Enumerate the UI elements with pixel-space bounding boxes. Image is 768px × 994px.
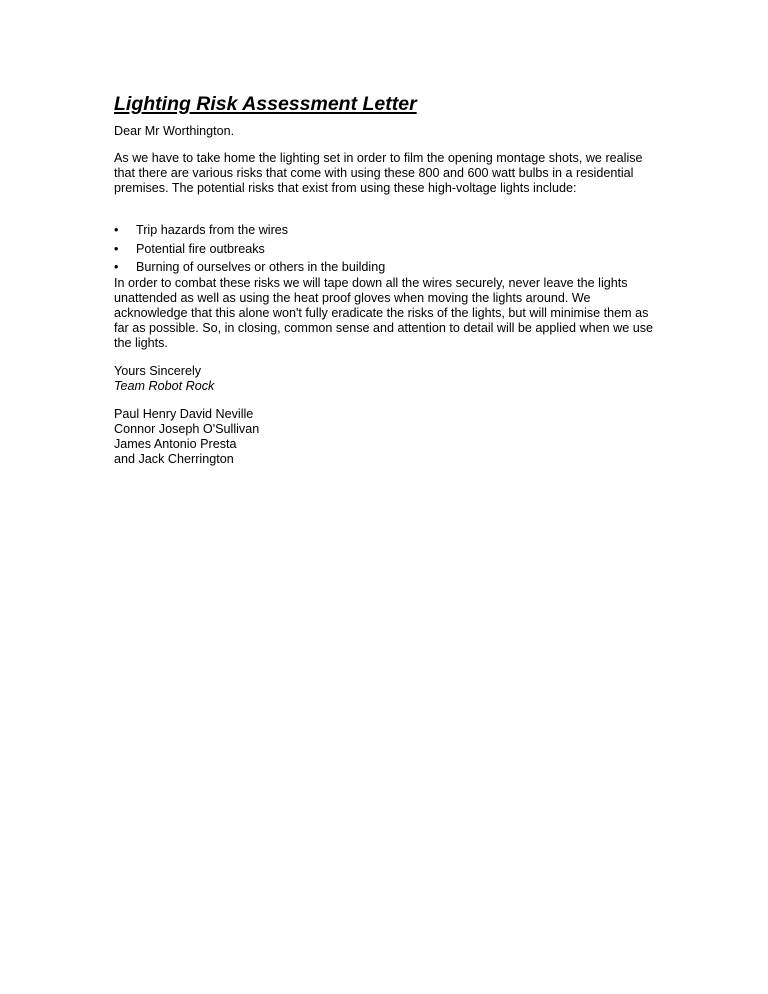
- risk-text: Trip hazards from the wires: [136, 223, 289, 237]
- signatory: and Jack Cherrington: [114, 452, 234, 466]
- bullet-icon: •: [114, 223, 119, 237]
- signatory: Connor Joseph O'Sullivan: [114, 422, 260, 436]
- risk-list: [114, 223, 659, 275]
- intro-paragraph: As we have to take home the lighting set in order to film the opening montage shots, we realise that there are various risks that come with using these 800 and 600 watt bulbs in a residential premises. The potential risks that exist from using these high-voltage lights include:: [114, 151, 643, 195]
- risk-text: Burning of ourselves or others in the building: [136, 260, 386, 274]
- team-name: Team Robot Rock: [114, 379, 215, 393]
- bullet-icon: •: [114, 241, 119, 256]
- mitigation-paragraph: In order to combat these risks we will tape down all the wires securely, never leave the lights unattended as well as using the heat proof gloves when moving the lights around. We acknowledge that this alone won't fully eradicate the risks of the lights, but will minimise them as far as possible. So, in closing, common sense and attention to detail will be applied when we use the lights.: [114, 276, 654, 350]
- risk-list-item: [114, 260, 659, 275]
- risk-list-item: [114, 223, 659, 238]
- signatory: Paul Henry David Neville: [114, 407, 254, 421]
- risk-text: Potential fire outbreaks: [136, 241, 265, 256]
- signatory-list: [114, 407, 659, 467]
- document-title: Lighting Risk Assessment Letter: [114, 93, 417, 115]
- closing: Yours Sincerely: [114, 364, 202, 378]
- salutation: Dear Mr Worthington.: [114, 124, 235, 138]
- risk-list-item: [114, 242, 659, 257]
- letter-body: [114, 92, 659, 467]
- bullet-icon: •: [114, 260, 119, 274]
- signatory: James Antonio Presta: [114, 437, 237, 451]
